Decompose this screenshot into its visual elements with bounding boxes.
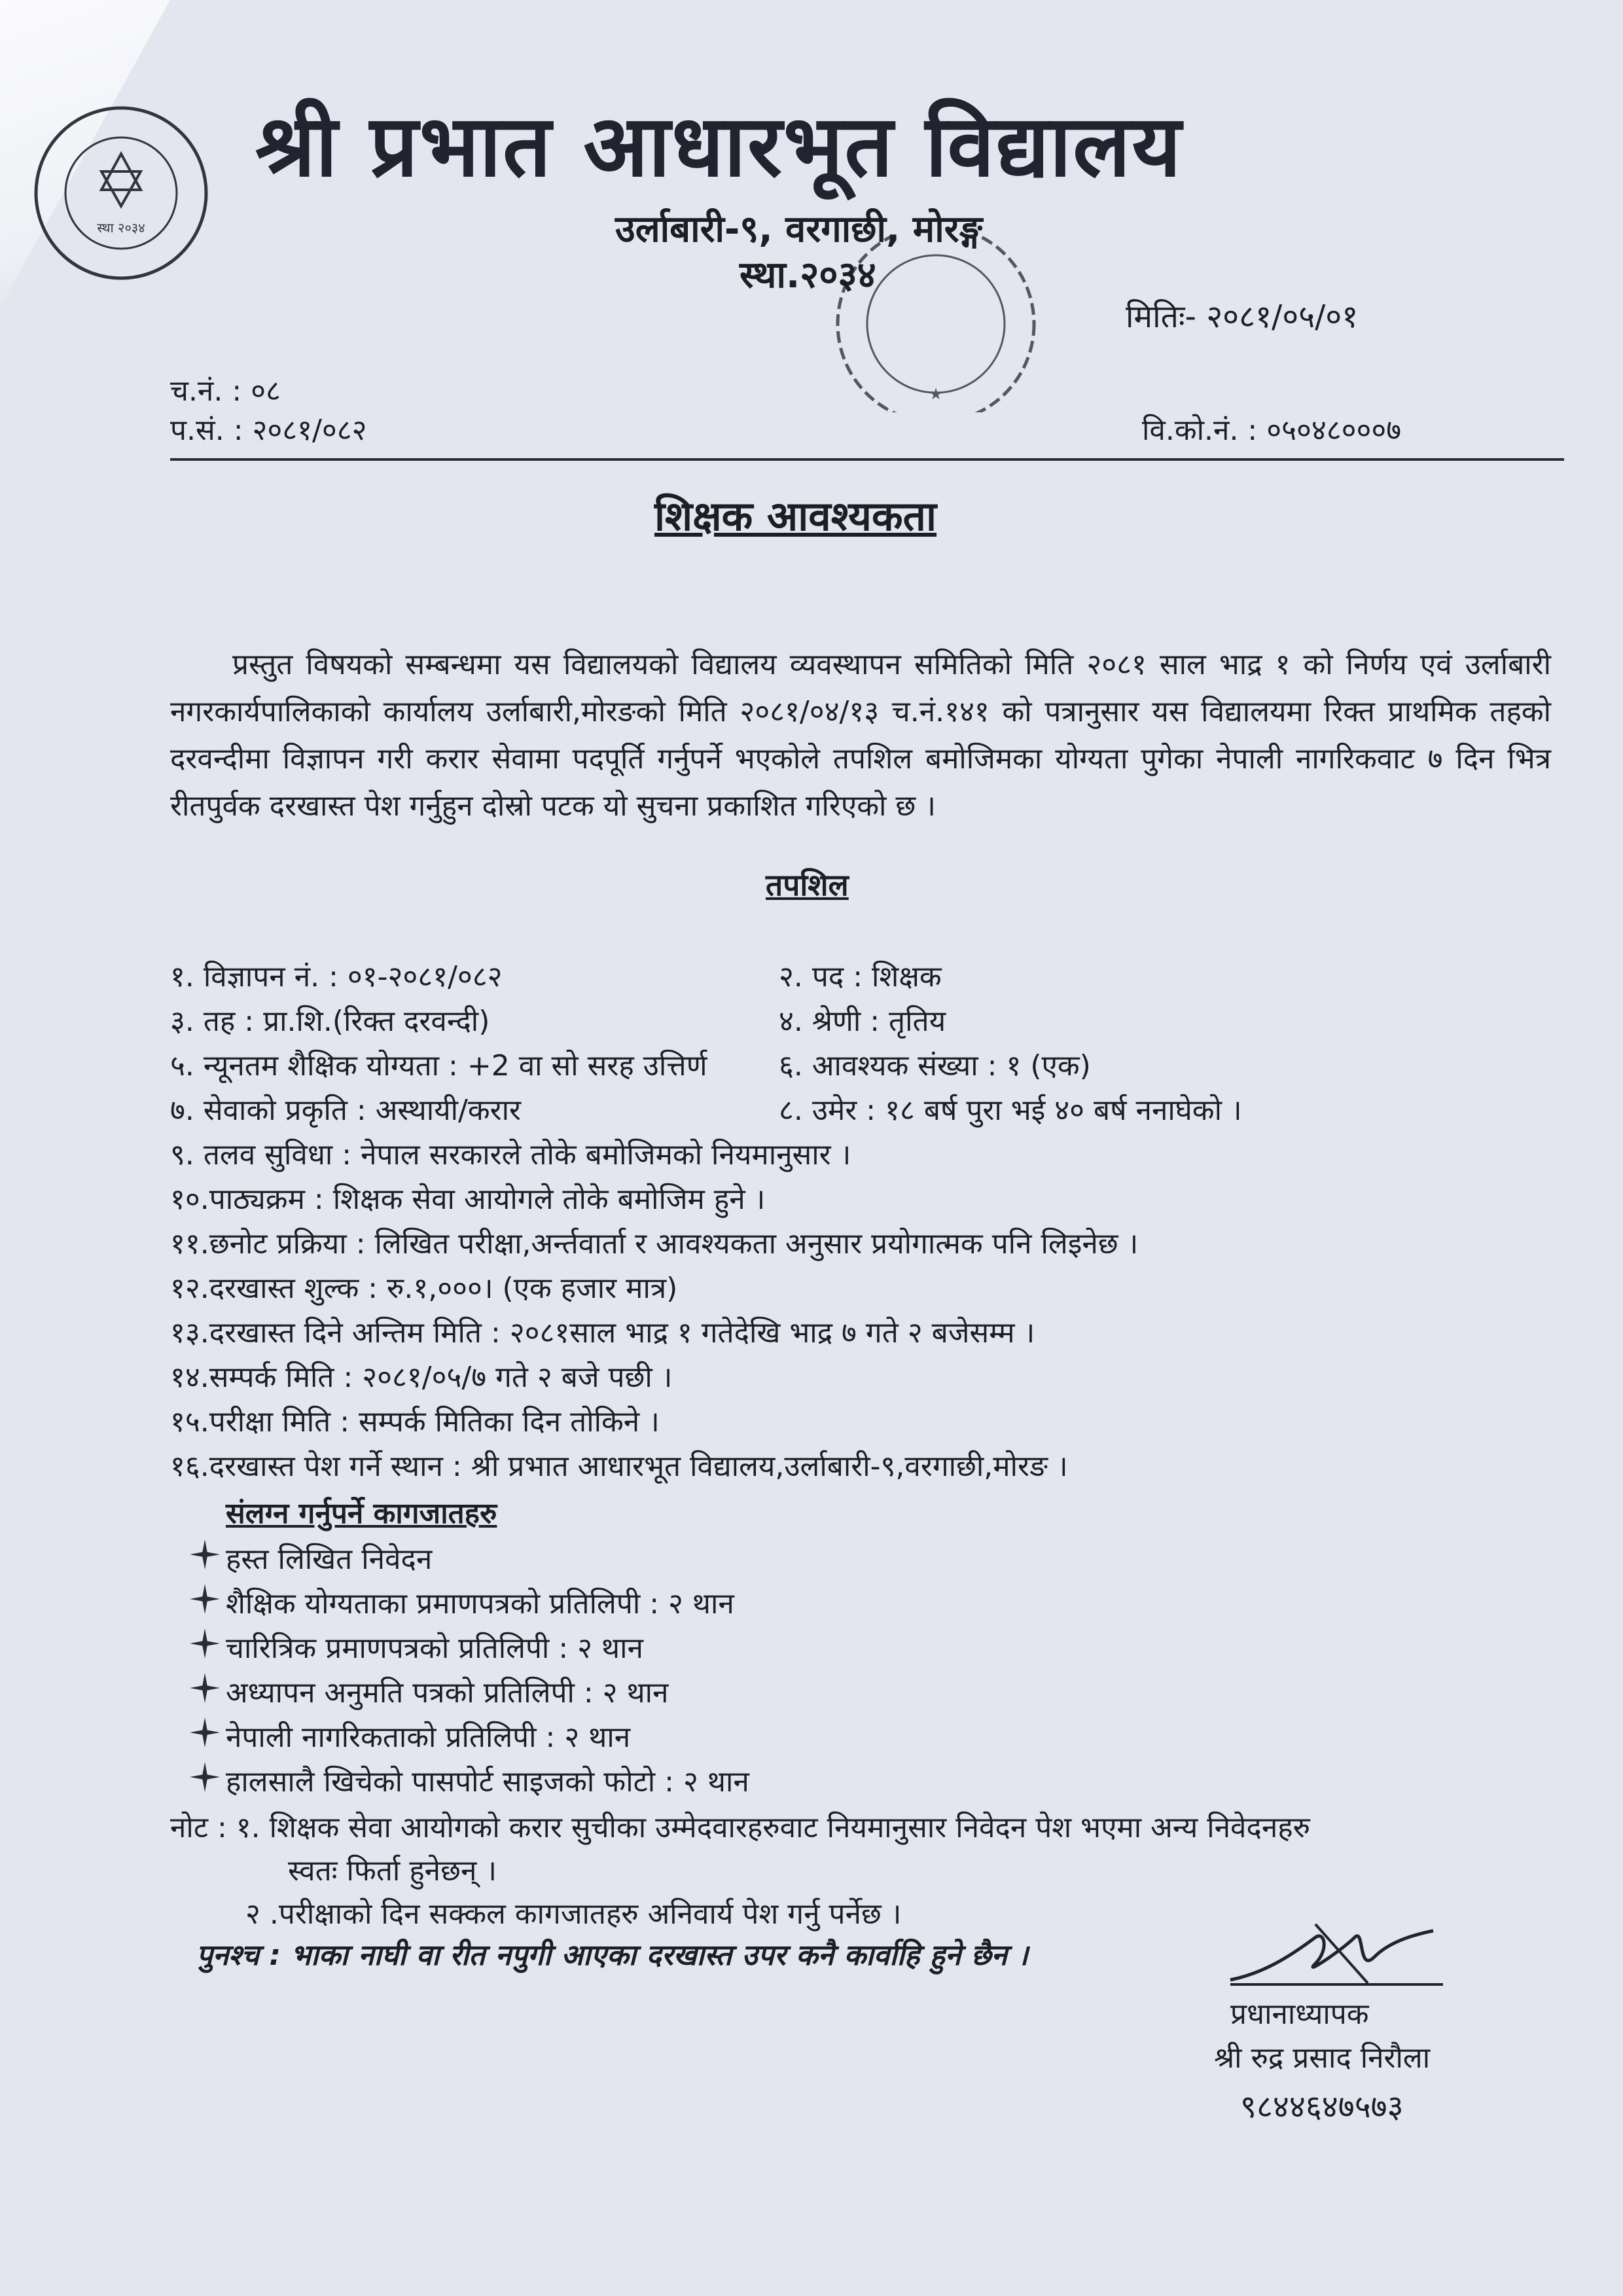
detail-service-type: ७. सेवाको प्रकृति : अस्थायी/करार [170,1094,522,1127]
bullet-star-icon [190,1539,220,1570]
svg-text:★: ★ [929,385,943,403]
school-stamp-left [26,98,216,288]
detail-fee: १२.दरखास्त शुल्क : रु.१,०००। (एक हजार मात्र) [170,1272,678,1305]
attachment-item: हालसालै खिचेको पासपोर्ट साइजको फोटो : २ थान [226,1765,749,1799]
intro-text: प्रस्तुत विषयको सम्बन्धमा यस विद्यालयको विद्यालय व्यवस्थापन समितिको मिति २०८१ साल भाद्र १ को निर्णय एवं उर्लाबारी नगरकार्यपालिकाको कार्यालय उर्लाबारी,मोरङको मिति २०८१/०४/१३ च.नं.१४१ को पत्रानुसार यस विद्यालयमा रिक्त प्राथमिक तहको दरवन्दीमा विज्ञापन गरी करार सेवामा पदपूर्ति गर्नुपर्ने भएकोले तपशिल बमोजिमका योग्यता पुगेका नेपाली नागरिकवाट ७ दिन भित्र रीतपुर्वक दरखास्त पेश गर्नुहुन दोस्रो पटक यो सुचना प्रकाशित गरिएको छ । [170,648,1551,823]
svg-text:स्था २०३४: स्था २०३४ [97,220,145,236]
detail-exam-date: १५.परीक्षा मिति : सम्पर्क मितिका दिन तोकिने । [170,1405,660,1439]
attachment-item: चारित्रिक प्रमाणपत्रको प्रतिलिपी : २ थान [226,1632,643,1665]
signatory-name: श्री रुद्र प्रसाद निरौला [1214,2041,1431,2075]
attachment-item: शैक्षिक योग्यताका प्रमाणपत्रको प्रतिलिपी : २ थान [226,1587,734,1621]
detail-vacancies: ६. आवश्यक संख्या : १ (एक) [779,1049,1091,1083]
school-name: श्री प्रभात आधारभूत विद्यालय [255,96,1183,196]
postscript: पुनश्च : भाका नाघी वा रीत नपुगी आएका दरखास्त उपर कनै कार्वाहि हुने छैन । [196,1939,1029,1972]
school-address: उर्लाबारी-९, वरगाछी, मोरङ्ग [615,208,983,251]
note-1-continued: स्वतः फिर्ता हुनेछन् । [288,1854,497,1888]
note-2: २ .परीक्षाको दिन सक्कल कागजातहरु अनिवार्य पेश गर्नु पर्नेछ । [245,1897,902,1931]
signatory-designation: प्रधानाध्यापक [1230,1998,1369,2031]
detail-age: ८. उमेर : १८ बर्ष पुरा भई ४० बर्ष ननाघेको । [779,1094,1242,1127]
detail-curriculum: १०.पाठ्यक्रम : शिक्षक सेवा आयोगले तोके बमोजिम हुने । [170,1183,766,1216]
notice-title: शिक्षक आवश्यकता [654,492,937,540]
header-divider [170,458,1564,461]
detail-submission-place: १६.दरखास्त पेश गर्ने स्थान : श्री प्रभात आधारभूत विद्यालय,उर्लाबारी-९,वरगाछी,मोरङ । [170,1450,1068,1483]
dispatch-number: च.नं. : ०८ [170,374,281,408]
established-year: स्था.२०३४ [740,254,876,296]
detail-salary: ९. तलव सुविधा : नेपाल सरकारले तोके बमोजिमको नियमानुसार । [170,1138,851,1172]
detail-deadline: १३.दरखास्त दिने अन्तिम मिति : २०८१साल भाद्र १ गतेदेखि भाद्र ७ गते २ बजेसम्म । [170,1316,1035,1350]
attachment-item: नेपाली नागरिकताको प्रतिलिपी : २ थान [226,1721,631,1754]
signatory-phone: ९८४४६४७५७३ [1240,2089,1404,2125]
bullet-star-icon [190,1584,220,1614]
detail-contact-date: १४.सम्पर्क मिति : २०८१/०५/७ गते २ बजे पछी । [170,1361,673,1394]
attachment-item: अध्यापन अनुमति पत्रको प्रतिलिपी : २ थान [226,1676,669,1710]
details-heading: तपशिल [766,867,849,903]
school-code: वि.को.नं. : ०५०४८०००७ [1142,414,1402,447]
detail-level: ३. तह : प्रा.शि.(रिक्त दरवन्दी) [170,1005,490,1038]
intro-paragraph [170,641,1551,830]
bullet-star-icon [190,1762,220,1792]
bullet-star-icon [190,1717,220,1748]
bullet-star-icon [190,1673,220,1703]
note-1: नोट : १. शिक्षक सेवा आयोगको करार सुचीका उम्मेदवारहरुवाट नियमानुसार निवेदन पेश भएमा अन्य निवेदनहरु [170,1811,1310,1844]
detail-post: २. पद : शिक्षक [779,960,942,994]
detail-selection: ११.छनोट प्रक्रिया : लिखित परीक्षा,अर्न्तवार्ता र आवश्यकता अनुसार प्रयोगात्मक पनि लिइनेछ । [170,1227,1139,1261]
attachment-item: हस्त लिखित निवेदन [226,1543,433,1576]
notice-date: मितिः- २०८१/०५/०१ [1126,298,1359,335]
attachments-heading: संलग्न गर्नुपर्ने कागजातहरु [226,1497,497,1530]
principal-signature [1217,1911,1453,1996]
detail-qualification: ५. न्यूनतम शैक्षिक योग्यता : +2 वा सो सरह उत्तिर्ण [170,1049,707,1083]
detail-grade: ४. श्रेणी : तृतिय [779,1005,946,1038]
bullet-star-icon [190,1628,220,1659]
detail-advert-no: १. विज्ञापन नं. : ०१-२०८१/०८२ [170,960,503,994]
fiscal-year: प.सं. : २०८१/०८२ [170,414,367,447]
